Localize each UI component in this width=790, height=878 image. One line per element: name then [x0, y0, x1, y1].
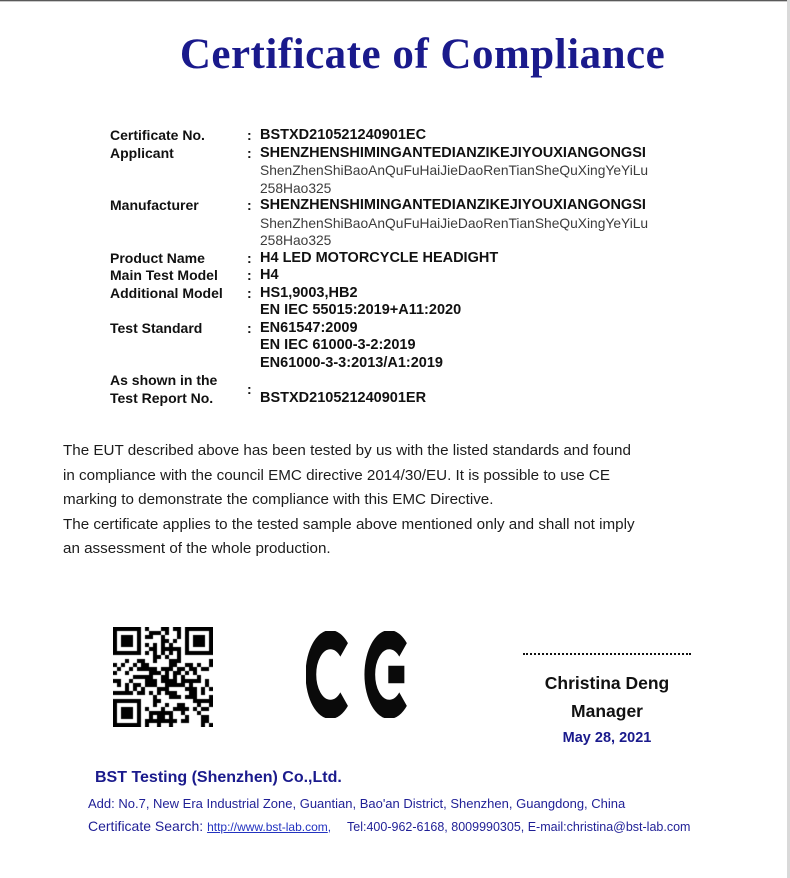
compliance-statement-line: an assessment of the whole production.	[63, 540, 331, 558]
certificate-search-row	[88, 818, 690, 834]
field-product-name	[110, 250, 730, 268]
ce-mark-icon	[306, 631, 418, 718]
compliance-statement-line: The EUT described above has been tested by us with the listed standards and found	[63, 442, 631, 459]
field-label: Manufacturer	[110, 197, 199, 213]
lab-address: Add: No.7, New Era Industrial Zone, Guantian, Bao'an District, Shenzhen, Guangdong, China	[88, 796, 626, 811]
product-name-value: H4 LED MOTORCYCLE HEADIGHT	[260, 249, 499, 266]
field-applicant	[110, 145, 730, 198]
search-separator: ,	[327, 820, 332, 834]
certificate-search-link[interactable]: http://www.bst-lab.com	[207, 820, 328, 834]
compliance-statement-line: marking to demonstrate the compliance with this EMC Directive.	[63, 491, 494, 509]
field-colon: :	[247, 144, 252, 161]
test-report-number-value: BSTXD210521240901ER	[260, 389, 427, 406]
applicant-name: SHENZHENSHIMINGANTEDIANZIKEJIYOUXIANGONGSI	[260, 144, 646, 161]
field-main-test-model	[110, 267, 730, 285]
field-test-standard	[110, 320, 730, 338]
field-label: Product Name	[110, 249, 205, 266]
field-test-standard-extra	[110, 355, 730, 373]
additional-model-value: HS1,9003,HB2	[260, 284, 358, 301]
field-manufacturer	[110, 197, 730, 250]
certificate-number-value: BSTXD210521240901EC	[260, 127, 427, 143]
field-colon: :	[247, 197, 252, 213]
test-standard-value: EN IEC 61000-3-2:2019	[260, 337, 416, 353]
field-label: Additional Model	[110, 284, 223, 301]
manufacturer-address-line: 258Hao325	[260, 233, 332, 248]
field-colon: :	[247, 267, 252, 283]
field-certificate-no	[110, 127, 730, 145]
field-label: Certificate No.	[110, 127, 205, 143]
signatory-role: Manager	[571, 701, 643, 721]
test-standard-value: EN61547:2009	[260, 319, 358, 336]
field-colon: :	[247, 380, 252, 397]
signature-block	[502, 645, 712, 747]
signature-dotted-line	[523, 653, 691, 655]
manufacturer-address-line: ShenZhenShiBaoAnQuFuHaiJieDaoRenTianSheQuXingYeYiLu	[260, 215, 649, 231]
certificate-details	[110, 127, 730, 407]
field-label: As shown in the Test Report No.	[110, 372, 218, 406]
lab-contact-info: Tel:400-962-6168, 8009990305, E-mail:christina@bst-lab.com	[347, 820, 691, 834]
field-colon: :	[247, 127, 252, 143]
manufacturer-name: SHENZHENSHIMINGANTEDIANZIKEJIYOUXIANGONGSI	[260, 197, 646, 213]
lab-company-name: BST Testing (Shenzhen) Co.,Ltd.	[95, 769, 342, 786]
field-label: Test Standard	[110, 319, 203, 336]
qr-code-icon	[113, 627, 213, 727]
main-test-model-value: H4	[260, 267, 279, 283]
page-top-border	[0, 0, 790, 2]
field-colon: :	[247, 249, 252, 266]
field-test-report-no	[110, 372, 730, 407]
field-test-standard-extra	[110, 302, 730, 320]
field-test-standard-extra	[110, 337, 730, 355]
field-additional-model	[110, 285, 730, 303]
field-colon: :	[247, 284, 252, 301]
field-label: Applicant	[110, 144, 174, 161]
applicant-address-line: ShenZhenShiBaoAnQuFuHaiJieDaoRenTianSheQuXingYeYiLu	[260, 163, 649, 178]
compliance-statement-line: in compliance with the council EMC directive 2014/30/EU. It is possible to use CE	[63, 466, 611, 484]
certificate-title: Certificate of Compliance	[179, 31, 666, 78]
compliance-statement-line: The certificate applies to the tested sample above mentioned only and shall not imply	[63, 515, 635, 533]
field-colon: :	[247, 319, 252, 336]
certificate-search-label: Certificate Search:	[88, 818, 204, 834]
applicant-address-line: 258Hao325	[260, 180, 332, 196]
field-label: Main Test Model	[110, 267, 218, 283]
compliance-statement	[63, 439, 743, 562]
test-standard-value: EN IEC 55015:2019+A11:2020	[260, 302, 462, 318]
signatory-name: Christina Deng	[544, 673, 670, 693]
test-standard-value: EN61000-3-3:2013/A1:2019	[260, 354, 443, 371]
issue-date: May 28, 2021	[562, 730, 652, 746]
